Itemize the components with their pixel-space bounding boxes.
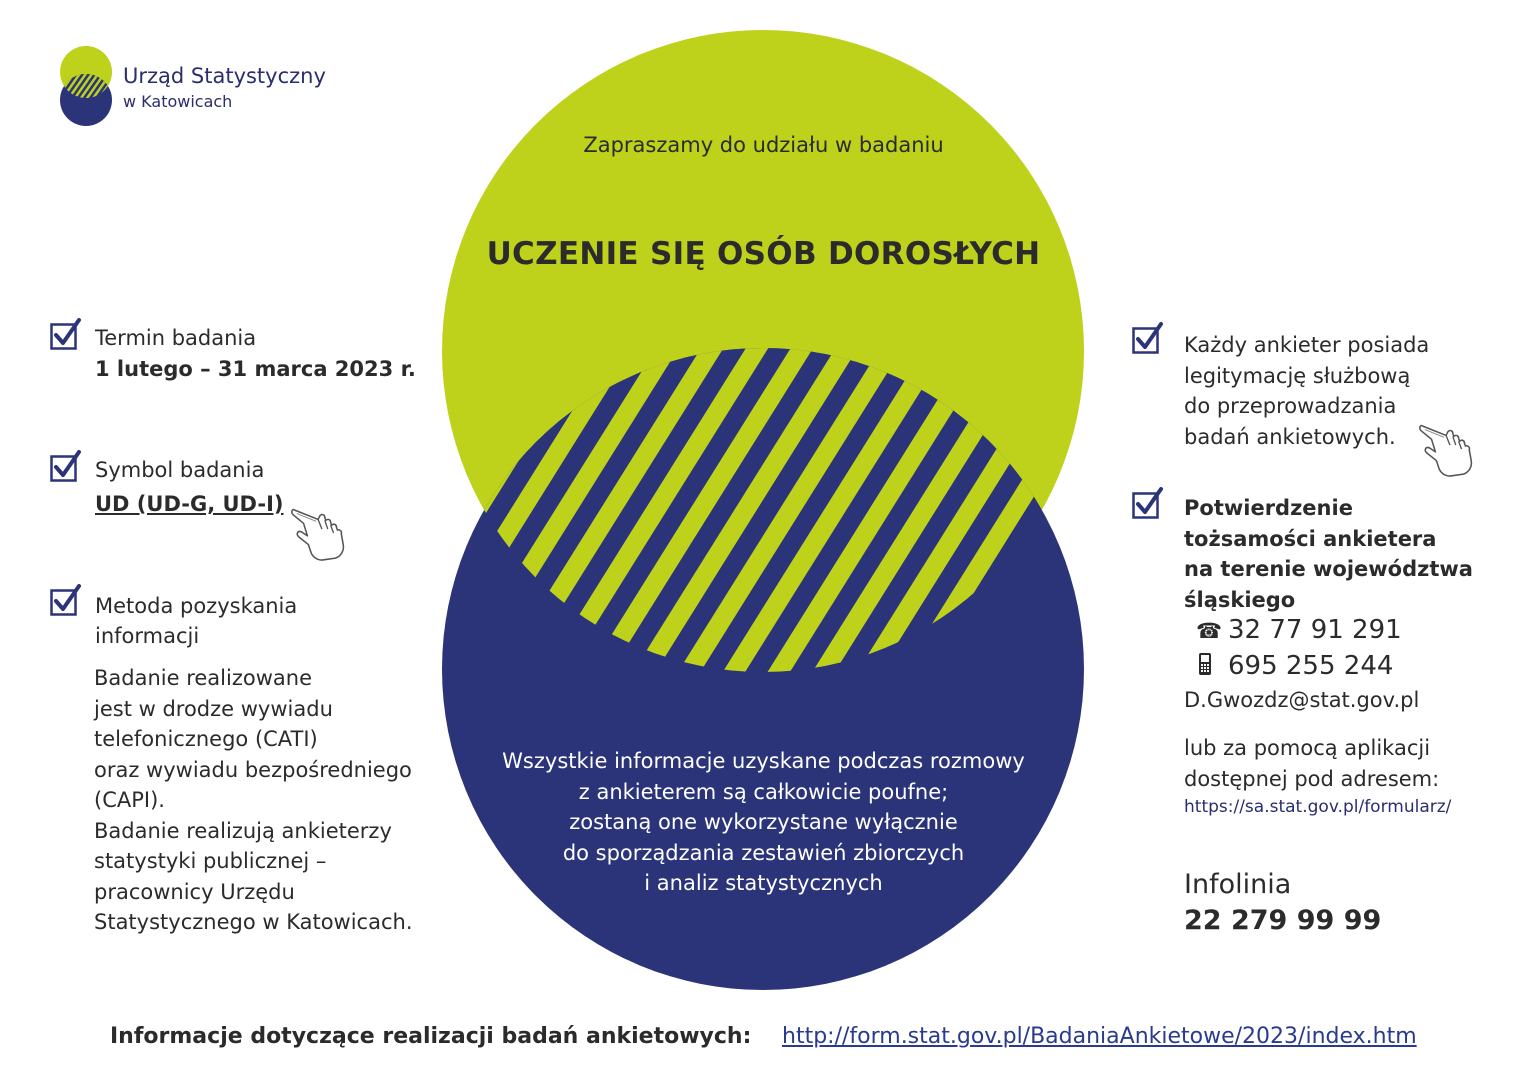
logo-title: Urząd Statystyczny [123,64,326,88]
mobile-number[interactable]: 695 255 244 [1228,651,1394,681]
logo-mark [58,46,128,136]
footer-label: Informacje dotyczące realizacji badań ankietowych: [110,1024,752,1049]
email-address[interactable]: D.Gwozdz@stat.gov.pl [1184,688,1420,712]
checkbox-icon [50,318,80,350]
term-value: 1 lutego – 31 marca 2023 r. [95,357,416,381]
checkbox-icon [1132,487,1162,519]
method-label-line1: Metoda pozyskania [95,594,298,618]
confidentiality-note: Wszystkie informacje uzyskane podczas rozmowy z ankieterem są całkowicie poufne; zostaną one wykorzystane wyłącznie do sporządzania zestawień zbiorczych i analiz statystycznych [502,749,1025,895]
infolinia-label: Infolinia [1184,869,1292,900]
checkbox-icon [50,584,80,616]
pointing-hand-icon [290,502,350,562]
confirm-identity-title: Potwierdzenie tożsamości ankietera na terenie województwa śląskiego [1184,496,1473,612]
invite-text: Zapraszamy do udziału w badaniu [583,133,944,157]
symbol-value: UD (UD-G, UD-I) [95,492,284,516]
pointing-hand-icon [1418,418,1478,478]
landline-row [1196,615,1402,645]
survey-title: UCZENIE SIĘ OSÓB DOROSŁYCH [486,236,1041,272]
mobile-phone-icon [1196,652,1228,679]
term-label: Termin badania [95,326,257,350]
app-info: lub za pomocą aplikacji dostępnej pod adresem: [1184,736,1440,791]
footer-url-link[interactable]: http://form.stat.gov.pl/BadaniaAnkietowe/2023/index.htm [782,1024,1417,1049]
method-label-line2: informacji [95,624,200,648]
app-url-link[interactable]: https://sa.stat.gov.pl/formularz/ [1184,797,1452,817]
checkbox-icon [50,450,80,482]
id-card-info: Każdy ankieter posiada legitymację służbową do przeprowadzania badań ankietowych. [1184,333,1430,449]
infolinia-number[interactable]: 22 279 99 99 [1184,905,1382,936]
landline-number[interactable]: 32 77 91 291 [1228,615,1402,645]
symbol-label: Symbol badania [95,458,265,482]
mobile-row [1196,651,1393,681]
method-description: Badanie realizowane jest w drodze wywiadu telefonicznego (CATI) oraz wywiadu bezpośredniego (CAPI). Badanie realizują ankieterzy statystyki publicznej – pracownicy Urzędu Statystycznego w Katowicach. [94,666,413,934]
logo-subtitle: w Katowicach [123,92,233,111]
telephone-icon: ☎ [1196,619,1223,643]
checkbox-icon [1132,322,1162,354]
